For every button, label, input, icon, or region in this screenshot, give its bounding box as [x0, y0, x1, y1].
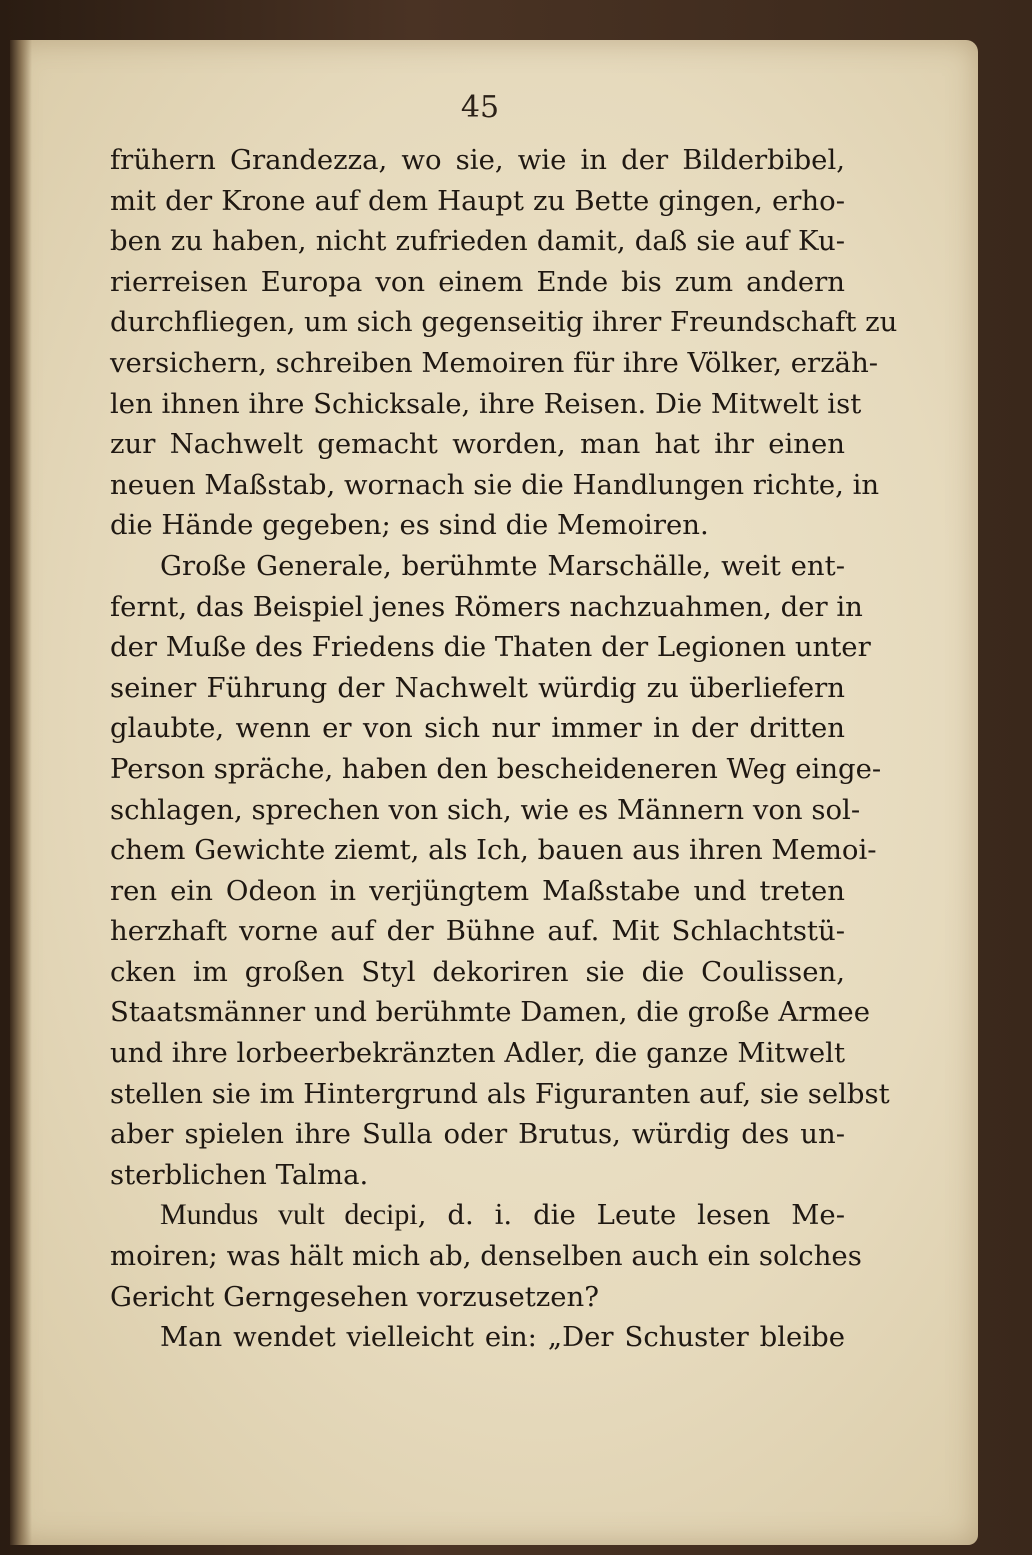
text-line: [110, 749, 882, 790]
text-line: [110, 830, 877, 871]
text-line: [110, 952, 845, 993]
line-text: ben zu haben, nicht zufrieden damit, daß sie auf Ku-: [110, 225, 845, 258]
text-line: [110, 790, 861, 831]
line-text: Staatsmänner und berühmte Damen, die große Armee: [110, 996, 870, 1029]
page-number: 45: [460, 90, 500, 125]
text-line: [110, 992, 870, 1033]
text-line: [110, 1277, 845, 1318]
line-text: , d. i. die Leute lesen Me-: [417, 1199, 845, 1232]
text-line: [110, 871, 845, 912]
line-text: Man wendet vielleicht ein: „Der Schuster bleibe: [160, 1321, 845, 1354]
line-text: len ihnen ihre Schicksale, ihre Reisen. Die Mitwelt ist: [110, 387, 862, 420]
line-text: zur Nachwelt gemacht worden, man hat ihr einen: [110, 428, 845, 461]
line-text: chem Gewichte ziemt, als Ich, bauen aus ihren Memoi-: [110, 834, 877, 867]
line-text: Gericht Gerngesehen vorzusetzen?: [110, 1280, 599, 1313]
line-text: und ihre lorbeerbekränzten Adler, die ganze Mitwelt: [110, 1037, 845, 1070]
line-text: versichern, schreiben Memoiren für ihre Völker, erzäh-: [110, 346, 879, 379]
text-line: [110, 384, 862, 425]
page-text: [110, 140, 898, 1358]
text-line: [110, 627, 871, 668]
text-line: [110, 1195, 845, 1236]
text-line: [110, 221, 845, 262]
line-text: cken im großen Styl dekoriren sie die Coulissen,: [110, 955, 845, 988]
text-line: [110, 708, 845, 749]
text-line: [110, 505, 845, 546]
text-line: [110, 424, 845, 465]
text-line: [110, 1114, 845, 1155]
line-text: durchfliegen, um sich gegenseitig ihrer Freundschaft zu: [110, 306, 898, 339]
line-text: herzhaft vorne auf der Bühne auf. Mit Schlachtstü-: [110, 915, 845, 948]
line-text: fernt, das Beispiel jenes Römers nachzuahmen, der in: [110, 590, 863, 623]
text-line: [110, 140, 845, 181]
line-text: ren ein Odeon in verjüngtem Maßstabe und treten: [110, 874, 845, 907]
line-text: die Hände gegeben; es sind die Memoiren.: [110, 509, 709, 542]
text-line: [110, 262, 845, 303]
line-text: frühern Grandezza, wo sie, wie in der Bilderbibel,: [110, 144, 845, 176]
line-text: neuen Maßstab, wornach sie die Handlungen richte, in: [110, 468, 880, 501]
text-line: [110, 587, 863, 628]
line-text: Person spräche, haben den bescheideneren Weg einge-: [110, 752, 882, 785]
line-text: mit der Krone auf dem Haupt zu Bette gingen, erho-: [110, 184, 845, 217]
text-line: [110, 343, 879, 384]
text-line: [110, 181, 845, 222]
text-line: [110, 546, 845, 587]
text-line: [110, 302, 898, 343]
line-text: stellen sie im Hintergrund als Figuranten auf, sie selbst: [110, 1077, 890, 1110]
line-text: sterblichen Talma.: [110, 1158, 369, 1191]
text-line: [110, 1033, 845, 1074]
text-line: [110, 1236, 862, 1277]
latin-phrase: Mundus vult decipi: [160, 1198, 418, 1232]
line-text: Große Generale, berühmte Marschälle, weit ent-: [160, 549, 845, 582]
line-text: seiner Führung der Nachwelt würdig zu überliefern: [110, 671, 845, 704]
text-line: [110, 465, 880, 506]
line-text: moiren; was hält mich ab, denselben auch ein solches: [110, 1240, 862, 1273]
text-line: [110, 668, 845, 709]
line-text: glaubte, wenn er von sich nur immer in der dritten: [110, 712, 845, 745]
line-text: aber spielen ihre Sulla oder Brutus, würdig des un-: [110, 1118, 845, 1151]
page-gutter: [10, 40, 32, 1545]
line-text: der Muße des Friedens die Thaten der Legionen unter: [110, 631, 871, 664]
line-text: rierreisen Europa von einem Ende bis zum andern: [110, 265, 845, 298]
text-line: [110, 1155, 845, 1196]
text-line: [110, 1317, 845, 1358]
line-text: schlagen, sprechen von sich, wie es Männern von sol-: [110, 793, 861, 826]
text-line: [110, 1074, 890, 1115]
book-page: [10, 40, 978, 1545]
text-line: [110, 911, 845, 952]
